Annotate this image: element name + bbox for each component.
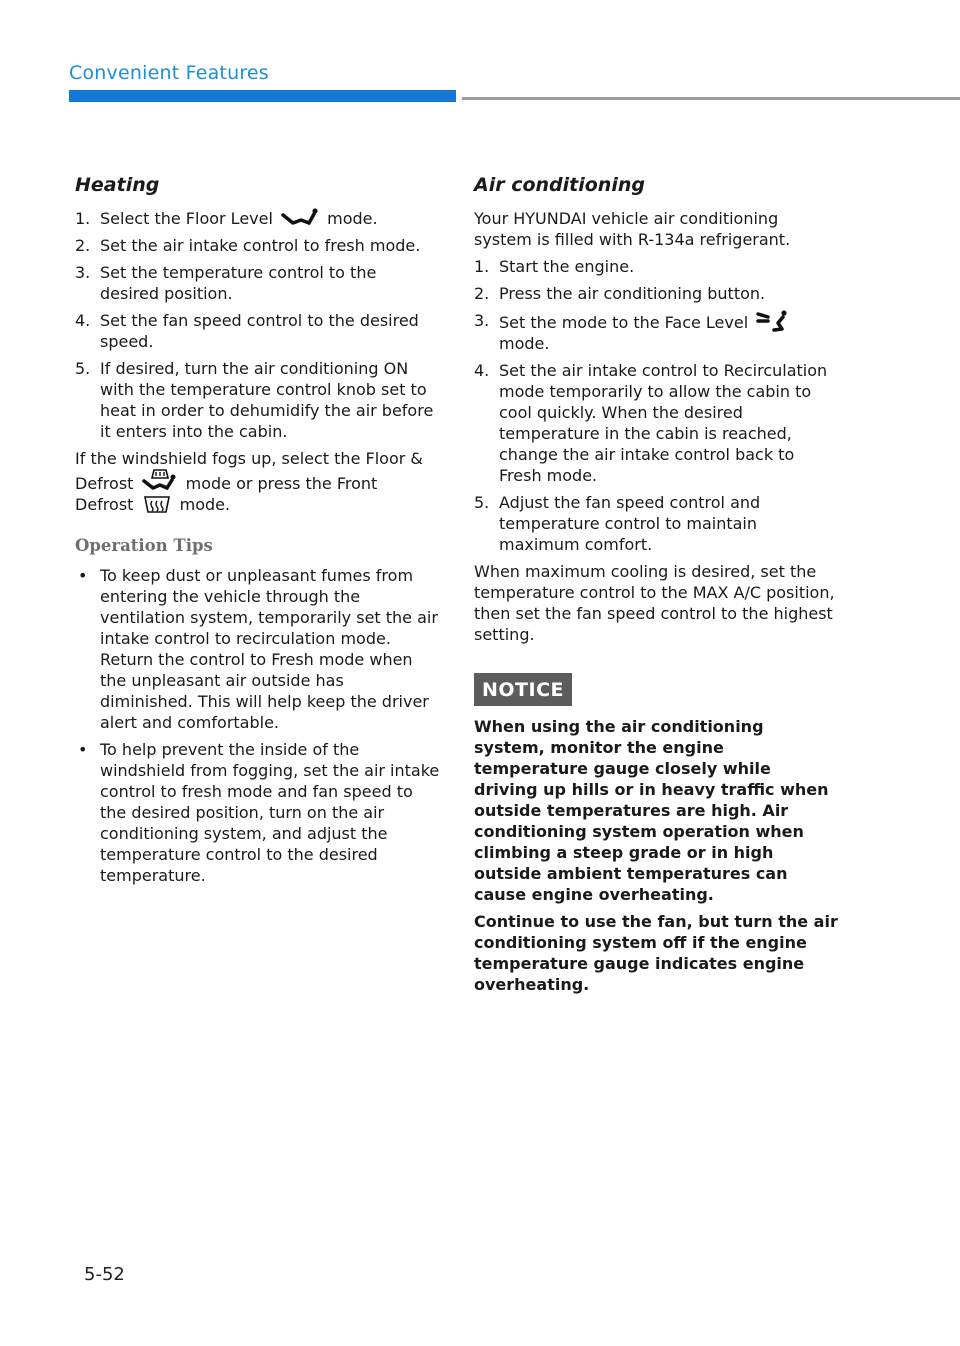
fog-text-3: mode. xyxy=(179,495,231,514)
fog-text-1: If the windshield fogs up, select the Floor & Defrost xyxy=(75,449,423,493)
operation-tips-heading: Operation Tips xyxy=(75,536,213,555)
list-item xyxy=(474,283,839,304)
step-number: 2. xyxy=(75,236,91,255)
notice-badge: NOTICE xyxy=(474,673,572,706)
ac-steps xyxy=(474,256,839,555)
step-text: Set the mode to the Face Level xyxy=(499,313,749,332)
right-column xyxy=(474,172,839,1001)
step-text: Set the air intake control to Recirculation mode temporarily to allow the cabin to cool quickly. When the desired temperature in the cabin is reached, change the air intake control back to Fresh mode. xyxy=(499,361,828,485)
page-number: 5-52 xyxy=(84,1264,125,1285)
list-item xyxy=(474,310,839,354)
step-text-suffix: mode. xyxy=(327,209,378,228)
header-accent-bar xyxy=(69,90,456,102)
step-text: Adjust the fan speed control and temperature control to maintain maximum comfort. xyxy=(499,493,761,554)
list-item xyxy=(75,208,440,229)
step-number: 2. xyxy=(474,284,490,303)
step-number: 1. xyxy=(474,257,490,276)
bullet-icon: • xyxy=(78,566,88,585)
floor-level-mode-icon xyxy=(281,208,319,228)
step-text: Set the fan speed control to the desired speed. xyxy=(100,311,419,351)
step-text: Set the temperature control to the desired position. xyxy=(100,263,377,303)
notice-paragraph: When using the air conditioning system, monitor the engine temperature gauge closely while driving up hills or in heavy traffic when outside temperatures are high. Air conditioning system operation when climbing a steep grade or in high outside ambient temperatures can cause engine overheating. xyxy=(474,717,829,904)
list-item xyxy=(75,310,440,352)
tips-list xyxy=(75,565,440,886)
list-item xyxy=(474,256,839,277)
fog-text-2: mode or press the Front Defrost xyxy=(75,474,378,514)
step-text: Press the air conditioning button. xyxy=(499,284,766,303)
tip-text: To keep dust or unpleasant fumes from entering the vehicle through the ventilation system, temporarily set the air intake control to recirculation mode. Return the control to Fresh mode when the unpleasant air outside has diminished. This will help keep the driver alert and comfortable. xyxy=(100,566,438,732)
section-title: Convenient Features xyxy=(69,62,269,84)
tip-text: To help prevent the inside of the windshield from fogging, set the air intake control to fresh mode and fan speed to the desired position, turn on the air conditioning system, and adjust the temperature control to the desired temperature. xyxy=(100,740,440,885)
step-number: 1. xyxy=(75,209,91,228)
step-number: 3. xyxy=(474,311,490,330)
step-text-suffix: mode. xyxy=(499,334,550,353)
list-item xyxy=(75,262,440,304)
front-defrost-icon xyxy=(142,494,172,514)
step-text: Select the Floor Level xyxy=(100,209,273,228)
notice-paragraph: Continue to use the fan, but turn the air conditioning system off if the engine temperature gauge indicates engine overheating. xyxy=(474,912,838,994)
step-text: Set the air intake control to fresh mode. xyxy=(100,236,421,255)
bullet-icon: • xyxy=(78,740,88,759)
header-rule xyxy=(462,97,960,100)
list-item xyxy=(474,492,839,555)
step-number: 4. xyxy=(75,311,91,330)
floor-defrost-mode-icon xyxy=(142,469,178,493)
list-item xyxy=(75,358,440,442)
list-item xyxy=(474,360,839,486)
list-item xyxy=(75,739,440,886)
heating-steps xyxy=(75,208,440,442)
list-item xyxy=(75,235,440,256)
left-column xyxy=(75,172,440,892)
step-text: If desired, turn the air conditioning ON with the temperature control knob set to heat in order to dehumidify the air before it enters into the cabin. xyxy=(100,359,434,441)
heating-heading: Heating xyxy=(75,174,160,196)
air-conditioning-heading: Air conditioning xyxy=(474,174,645,196)
fog-paragraph xyxy=(75,448,440,515)
face-level-mode-icon xyxy=(756,310,790,332)
step-number: 5. xyxy=(474,493,490,512)
step-number: 3. xyxy=(75,263,91,282)
max-cooling-paragraph: When maximum cooling is desired, set the temperature control to the MAX A/C position, then set the fan speed control to the highest setting. xyxy=(474,562,835,644)
step-number: 5. xyxy=(75,359,91,378)
ac-intro: Your HYUNDAI vehicle air conditioning system is filled with R-134a refrigerant. xyxy=(474,209,791,249)
step-text: Start the engine. xyxy=(499,257,635,276)
list-item xyxy=(75,565,440,733)
step-number: 4. xyxy=(474,361,490,380)
